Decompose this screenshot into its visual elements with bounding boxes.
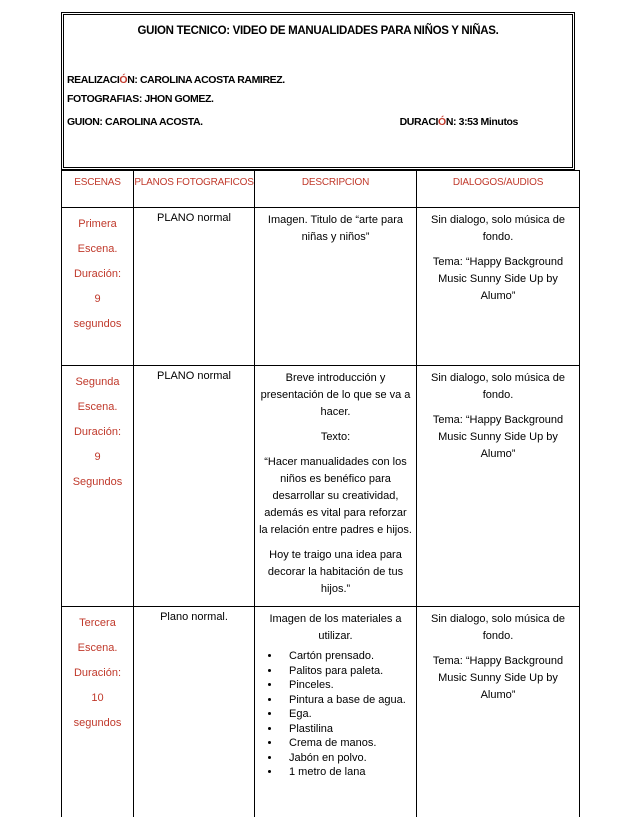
scene-label: Escena. <box>77 642 118 654</box>
fotografias-line: FOTOGRAFIAS: JHON GOMEZ. <box>67 93 214 105</box>
duration-value: 9 <box>94 293 101 305</box>
description-text: “Hacer manualidades con los niños es benéfico para desarrollar su creatividad, además es vital para reforzar la relación entre padres e hijos. <box>259 456 412 536</box>
description-cell <box>255 607 417 817</box>
scene-name: Primera <box>78 218 117 230</box>
script-table <box>61 170 580 817</box>
list-item: • Jabón en polvo. <box>281 751 412 766</box>
description-text: Hoy te traigo una idea para decorar la habitación de tus hijos.” <box>267 549 404 595</box>
scene-name: Tercera <box>79 617 116 629</box>
duration-label: Duración: <box>73 426 122 438</box>
header-box <box>61 12 575 170</box>
list-item: • Ega. <box>281 707 412 722</box>
document-title: GUION TECNICO: VIDEO DE MANUALIDADES PARA NIÑOS Y NIÑAS. <box>137 25 499 37</box>
duration-label: Duración: <box>73 667 122 679</box>
description-cell <box>255 208 417 366</box>
plano-cell: PLANO normal <box>134 208 255 366</box>
dialog-cell <box>417 607 580 817</box>
duration-label: Duración: <box>73 268 122 280</box>
duracion-line: DURACIÓN: 3:53 Minutos <box>399 116 518 128</box>
scene-cell <box>62 366 134 607</box>
dialog-text: Sin dialogo, solo música de fondo. <box>431 372 565 401</box>
materials-list <box>259 649 412 780</box>
dialog-text: Sin dialogo, solo música de fondo. <box>431 613 565 642</box>
dialog-cell <box>417 208 580 366</box>
music-theme: Tema: “Happy Background Music Sunny Side Up by Alumo” <box>432 655 564 701</box>
description-text: Breve introducción y presentación de lo que se va a hacer. <box>260 372 411 418</box>
scene-label: Escena. <box>77 243 118 255</box>
table-header-row <box>62 171 580 208</box>
description-text: Texto: <box>320 431 351 443</box>
duration-unit: segundos <box>73 318 122 330</box>
realizacion-line: REALIZACIÓN: CAROLINA ACOSTA RAMIREZ. <box>67 74 285 86</box>
scene-label: Escena. <box>77 401 118 413</box>
list-item: • Palitos para paleta. <box>281 664 412 679</box>
duration-unit: segundos <box>73 717 122 729</box>
list-item: • Pintura a base de agua. <box>281 693 412 708</box>
column-header: DIALOGOS/AUDIOS <box>417 171 580 208</box>
scene-cell <box>62 208 134 366</box>
scene-cell <box>62 607 134 817</box>
table-row <box>62 607 580 817</box>
table-row <box>62 366 580 607</box>
list-item: • Crema de manos. <box>281 736 412 751</box>
dialog-text: Sin dialogo, solo música de fondo. <box>431 214 565 243</box>
list-item: • 1 metro de lana <box>281 765 412 780</box>
description-text: Imagen. Titulo de “arte para niñas y niños” <box>267 214 404 243</box>
description-text: Imagen de los materiales a utilizar. <box>269 613 402 642</box>
music-theme: Tema: “Happy Background Music Sunny Side Up by Alumo” <box>432 256 564 302</box>
plano-cell: Plano normal. <box>134 607 255 817</box>
guion-line: GUION: CAROLINA ACOSTA. <box>67 116 203 128</box>
plano-cell: PLANO normal <box>134 366 255 607</box>
list-item: • Pinceles. <box>281 678 412 693</box>
duration-value: 10 <box>91 692 104 704</box>
column-header: PLANOS FOTOGRAFICOS <box>134 171 255 208</box>
column-header: DESCRIPCION <box>255 171 417 208</box>
list-item: • Cartón prensado. <box>281 649 412 664</box>
table-row <box>62 208 580 366</box>
description-cell <box>255 366 417 607</box>
list-item: • Plastilina <box>281 722 412 737</box>
music-theme: Tema: “Happy Background Music Sunny Side Up by Alumo” <box>432 414 564 460</box>
header-inner-border <box>63 14 573 168</box>
scene-name: Segunda <box>75 376 120 388</box>
duration-value: 9 <box>94 451 101 463</box>
dialog-cell <box>417 366 580 607</box>
duration-unit: Segundos <box>72 476 123 488</box>
column-header: ESCENAS <box>62 171 134 208</box>
